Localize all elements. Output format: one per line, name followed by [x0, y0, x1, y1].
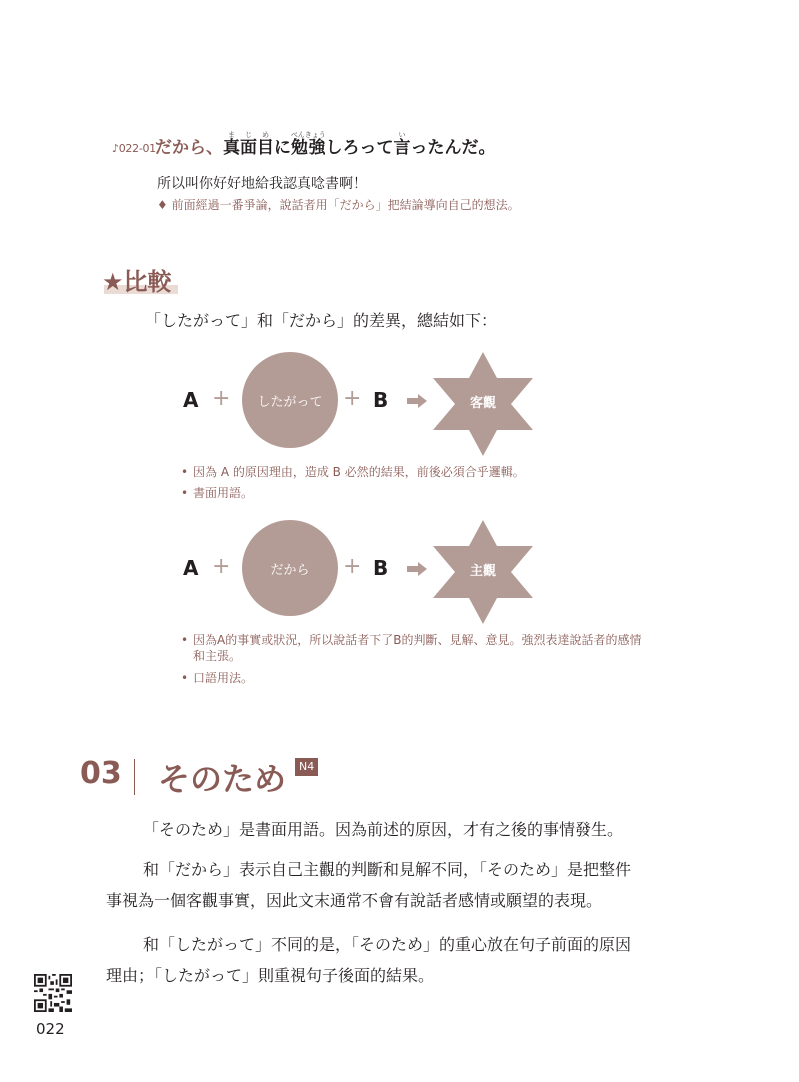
list-item-continuation: 和主張。 [193, 649, 242, 663]
paragraph: 「そのため」是書面用語。因為前述的原因，才有之後的事情發生。 [143, 820, 624, 839]
arrow-right-icon [407, 562, 427, 576]
label-b: B [373, 388, 389, 412]
qr-code-icon[interactable] [34, 974, 72, 1012]
paragraph: 和「したがって」不同的是，「そのため」的重心放在句子前面的原因 [143, 935, 632, 954]
comparison-heading: ★比較 [102, 262, 172, 297]
comparison-intro: 「したがって」和「だから」的差異，總結如下： [145, 311, 498, 330]
plus-sign: + [343, 386, 362, 411]
list-item: • 口語用法。 [181, 671, 254, 685]
bullet-list-dakara [181, 632, 641, 686]
list-item: • 因為 A 的原因理由，造成 B 必然的結果，前後必須合乎邏輯。 [181, 465, 525, 479]
paragraph: 和「だから」表示自己主觀的判斷和見解不同，「そのため」是把整件 [143, 860, 632, 879]
section-number: 03 [80, 756, 122, 791]
paragraph-continuation: 事視為一個客觀事實，因此文末通常不會有說話者感情或願望的表現。 [106, 891, 603, 910]
example-japanese-sentence [155, 131, 496, 158]
page-number: 022 [36, 1020, 65, 1038]
example-translation: 所以叫你好好地給我認真唸書啊！ [157, 176, 367, 192]
plus-sign: + [212, 554, 231, 579]
example-note: ♦ 前面經過一番爭論，說話者用「だから」把結論導向自己的想法。 [157, 198, 520, 212]
word-benkyou: 勉強べんきょう [290, 131, 326, 158]
section-divider [134, 759, 135, 795]
paragraph-continuation: 理由；「したがって」則重視句子後面的結果。 [106, 966, 435, 985]
label-b: B [373, 556, 389, 580]
result-label: 客觀 [469, 396, 496, 411]
list-item: • 書面用語。 [181, 486, 254, 500]
phrase-shirotte: しろって [325, 138, 394, 158]
level-badge: N4 [295, 758, 318, 776]
conjunction-circle: したがって [242, 352, 338, 448]
example-keyword: だから、 [155, 138, 223, 158]
arrow-right-icon [407, 394, 427, 408]
particle-ni: に [274, 138, 291, 158]
bullet-list-shitagatte [181, 464, 525, 501]
result-label: 主觀 [469, 564, 496, 579]
comparison-row-dakara [0, 520, 799, 630]
list-item: • 因為A的事實或狀況，所以說話者下了B的判斷、見解、意見。強烈表達說話者的感情 [181, 633, 642, 647]
conjunction-circle: だから [242, 520, 338, 616]
plus-sign: + [343, 554, 362, 579]
section-title: そのため [158, 760, 287, 798]
label-a: A [183, 556, 199, 580]
word-iu: 言い [393, 131, 411, 158]
plus-sign: + [212, 386, 231, 411]
word-majime: 真面目まじめ [223, 131, 274, 158]
audio-track-code: ♪022-01 [112, 142, 156, 155]
phrase-ttanda: ったんだ。 [410, 138, 496, 158]
label-a: A [183, 388, 199, 412]
comparison-row-shitagatte [0, 352, 799, 462]
